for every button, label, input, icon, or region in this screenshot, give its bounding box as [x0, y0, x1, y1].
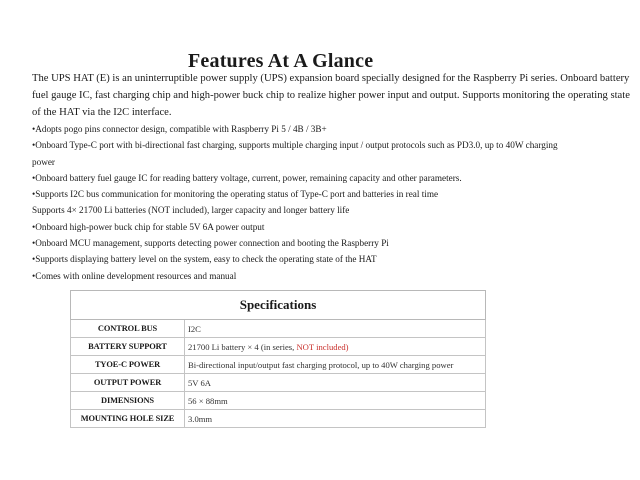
table-row [71, 338, 486, 356]
table-row [71, 356, 486, 374]
table-row [71, 392, 486, 410]
intro-paragraph: The UPS HAT (E) is an uninterruptible power supply (UPS) expansion board specially designed for the Raspberry Pi series. Onboard battery fuel gauge IC, fast charging chip and high-power buck chip to realize higher power input and output. Supports monitoring the operating state of the HAT via the I2C interface. [32, 73, 630, 118]
spec-value: 3.0mm [185, 410, 486, 428]
list-item: •Comes with online development resources and manual [32, 270, 237, 281]
list-item: •Onboard Type-C port with bi-directional fast charging, supports multiple charging input / output protocols such as PD3.0, up to 40W charging [32, 140, 558, 151]
list-item: •Supports displaying battery level on the system, easy to check the operating state of the HAT [32, 254, 377, 265]
feature-list [32, 121, 632, 284]
specifications-table [70, 290, 486, 428]
spec-key: OUTPUT POWER [71, 374, 185, 392]
not-included-note: NOT included) [296, 341, 349, 352]
list-item: •Onboard high-power buck chip for stable 5V 6A power output [32, 221, 265, 232]
spec-key: MOUNTING HOLE SIZE [71, 410, 185, 428]
table-row [71, 410, 486, 428]
list-item: •Onboard MCU management, supports detecting power connection and booting the Raspberry Pi [32, 238, 389, 249]
list-item: power [32, 156, 55, 167]
page-title: Features At A Glance [188, 50, 374, 72]
table-header-row [71, 291, 486, 320]
spec-key: DIMENSIONS [71, 392, 185, 410]
spec-value: Bi-directional input/output fast charging protocol, up to 40W charging power [185, 356, 486, 374]
spec-value: I2C [185, 320, 486, 338]
spec-key: CONTROL BUS [71, 320, 185, 338]
list-item: •Onboard battery fuel gauge IC for reading battery voltage, current, power, remaining capacity and other parameters. [32, 172, 462, 183]
spec-value: 21700 Li battery × 4 (in series, NOT included) [185, 338, 486, 356]
spec-key: BATTERY SUPPORT [71, 338, 185, 356]
table-title: Specifications [71, 291, 486, 320]
list-item: Supports 4× 21700 Li batteries (NOT included), larger capacity and longer battery life [32, 205, 350, 216]
list-item: •Supports I2C bus communication for monitoring the operating status of Type-C port and batteries in real time [32, 189, 439, 200]
spec-key: TYOE-C POWER [71, 356, 185, 374]
spec-value: 56 × 88mm [185, 392, 486, 410]
table-row [71, 374, 486, 392]
list-item: •Adopts pogo pins connector design, compatible with Raspberry Pi 5 / 4B / 3B+ [32, 124, 327, 134]
spec-value: 5V 6A [185, 374, 486, 392]
table-row [71, 320, 486, 338]
